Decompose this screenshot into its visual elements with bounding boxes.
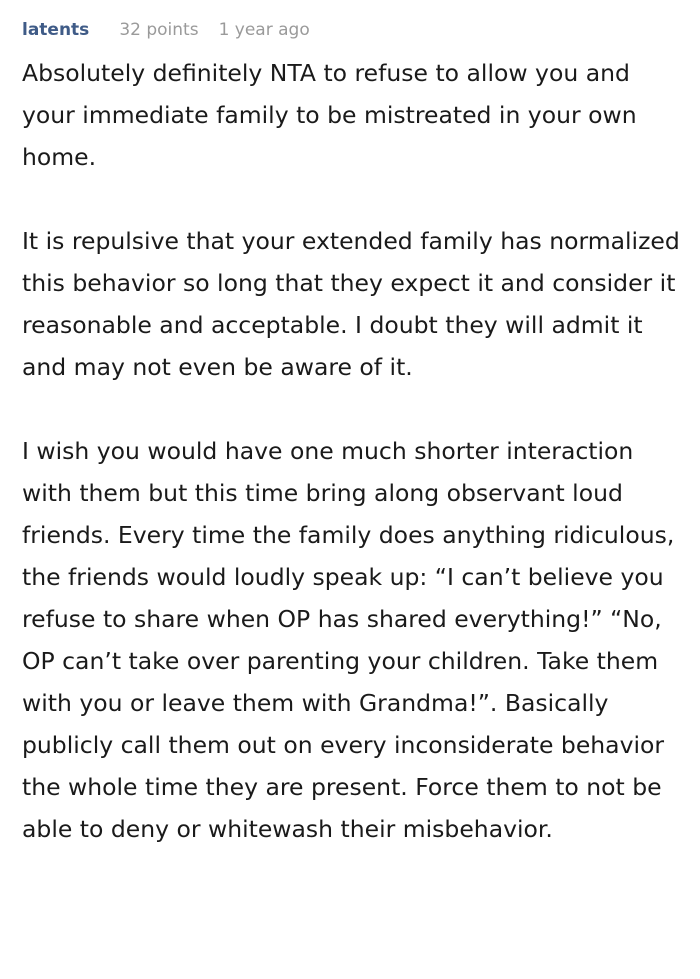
comment-paragraph: Absolutely definitely NTA to refuse to allow you and your immediate family to be mistreated in your own home. bbox=[22, 59, 637, 171]
comment-timestamp: 1 year ago bbox=[218, 20, 310, 40]
comment-meta bbox=[22, 18, 682, 44]
comment-paragraph: It is repulsive that your extended family has normalized this behavior so long that they expect it and consider it reasonable and acceptable. I doubt they will admit it and may not even be aware of it. bbox=[22, 227, 680, 381]
comment bbox=[22, 18, 682, 850]
comment-paragraph: I wish you would have one much shorter interaction with them but this time bring along observant loud friends. Every time the family does anything ridiculous, the friends would loudly speak up: “I can’t believe you refuse to share when OP has shared everything!” “No, OP can’t take over parenting your children. Take them with you or leave them with Grandma!”. Basically publicly call them out on every inconsiderate behavior the whole time they are present. Force them to not be able to deny or whitewash their misbehavior. bbox=[22, 437, 675, 843]
comment-points: 32 points bbox=[119, 20, 199, 40]
comment-username[interactable]: latents bbox=[22, 20, 90, 40]
comment-body bbox=[22, 52, 682, 850]
